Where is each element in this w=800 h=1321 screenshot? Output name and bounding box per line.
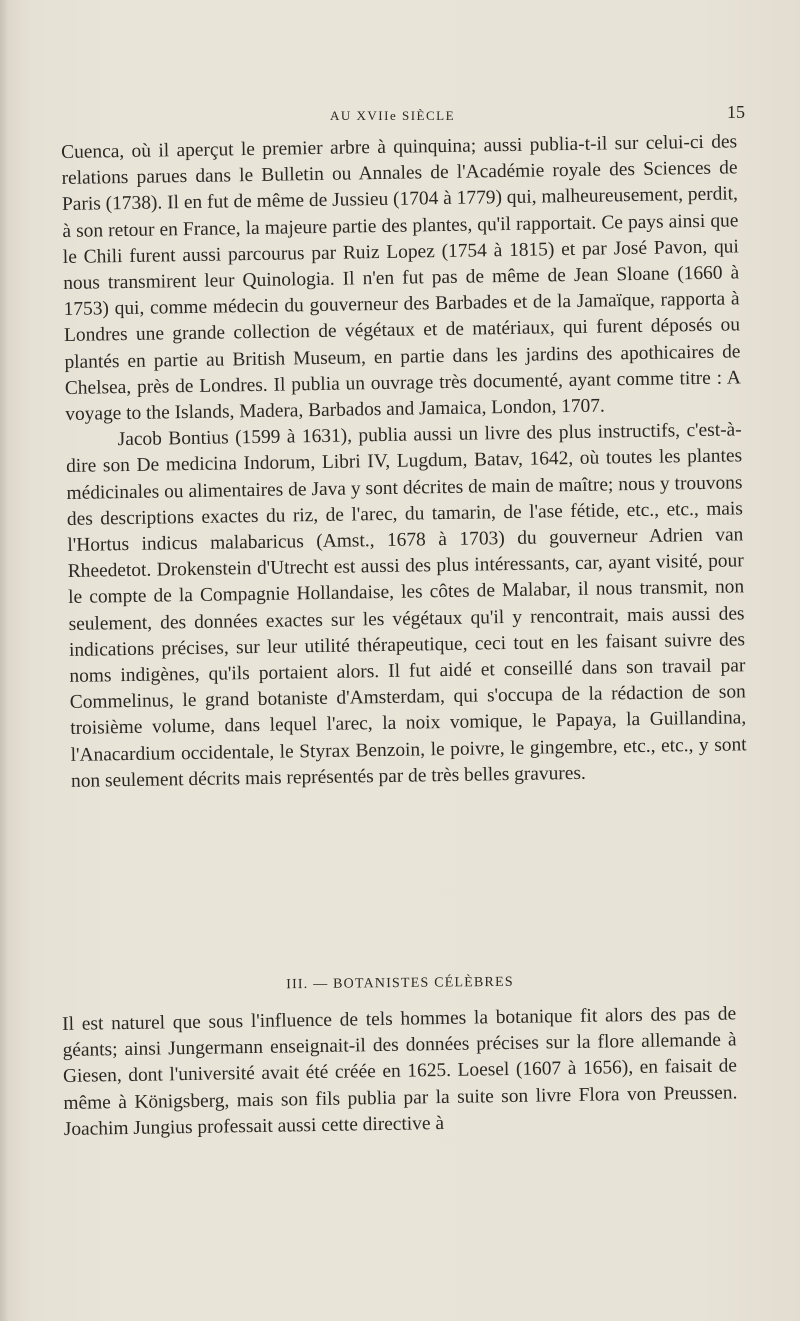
page-number: 15 [727,102,745,122]
main-text [61,129,747,795]
section-heading: III. — BOTANISTES CÉLÈBRES [286,974,514,993]
paragraph-2: Jacob Bontius (1599 à 1631), publia aussi un livre des plus instructifs, c'est-à-dire son De medicina Indorum, Libri IV, Lugdum, Batav, 1642, où toutes les plantes médicinales ou alimentaires de Java y sont décrites de main de maître; nous y trouvons des descriptions exactes du riz, de l'arec, du tamarin, de l'ase fétide, etc., etc., mais l'Hortus indicus malabaricus (Amst., 1678 à 1703) du gouverneur Adrien van Rheedetot. Drokenstein d'Utrecht est aussi des plus intéressants, car, ayant visité, pour le compte de la Compagnie Hollandaise, les côtes de Malabar, il nous transmit, non seulement, des données exactes sur les végétaux qu'il y rencontrait, mais aussi des indications précises, sur leur utilité thérapeutique, ceci tout en les faisant suivre des noms indigènes, qu'ils portaient alors. Il fut aidé et conseillé dans son travail par Commelinus, le grand botaniste d'Amsterdam, qui s'occupa de la rédaction de son troisième volume, dans lequel l'arec, la noix vomique, le Papaya, la Guillandina, l'Anacardium occidentale, le Styrax Benzoin, le poivre, le gingembre, etc., etc., y sont non seulement décrits mais représentés par de très belles gravures. [65,419,747,792]
paragraph-1: Cuenca, où il aperçut le premier arbre à quinquina; aussi publia-t-il sur celui-ci des relations parues dans le Bulletin ou Annales de l'Académie royale des Sciences de Paris (1738). Il en fut de même de Jussieu (1704 à 1779) qui, malheureusement, perdit, à son retour en France, la majeure partie des plantes, qu'il rapportait. Ce pays ainsi que le Chili furent aussi parcourus par Ruiz Lopez (1754 à 1815) et par José Pavon, qui nous transmirent leur Quinologia. Il n'en fut pas de même de Jean Sloane (1660 à 1753) qui, comme médecin du gouverneur des Barbades et de la Jamaïque, rapporta à Londres une grande collection de végétaux et de matériaux, qui furent déposés ou plantés en partie au British Museum, en partie dans les jardins des apothicaires de Chelsea, près de Londres. Il publia un ouvrage très documenté, ayant comme titre : A voyage to the Islands, Madera, Barbados and Jamaica, London, 1707. [61,131,741,425]
section-paragraph: Il est naturel que sous l'influence de tels hommes la botanique fit alors des pas de géants; ainsi Jungermann enseignait-il des données précises sur la flore allemande à Giesen, dont l'université avait été créée en 1625. Loesel (1607 à 1656), en faisait de même à Königsberg, mais son fils publia par la suite son livre Flora von Preussen. Joachim Jungius professait aussi cette directive à [62,1003,738,1140]
page-header [60,102,745,132]
running-title: AU XVIIe SIÈCLE [330,108,456,123]
section-text [62,1001,738,1143]
page-gutter-shadow [0,0,8,1321]
